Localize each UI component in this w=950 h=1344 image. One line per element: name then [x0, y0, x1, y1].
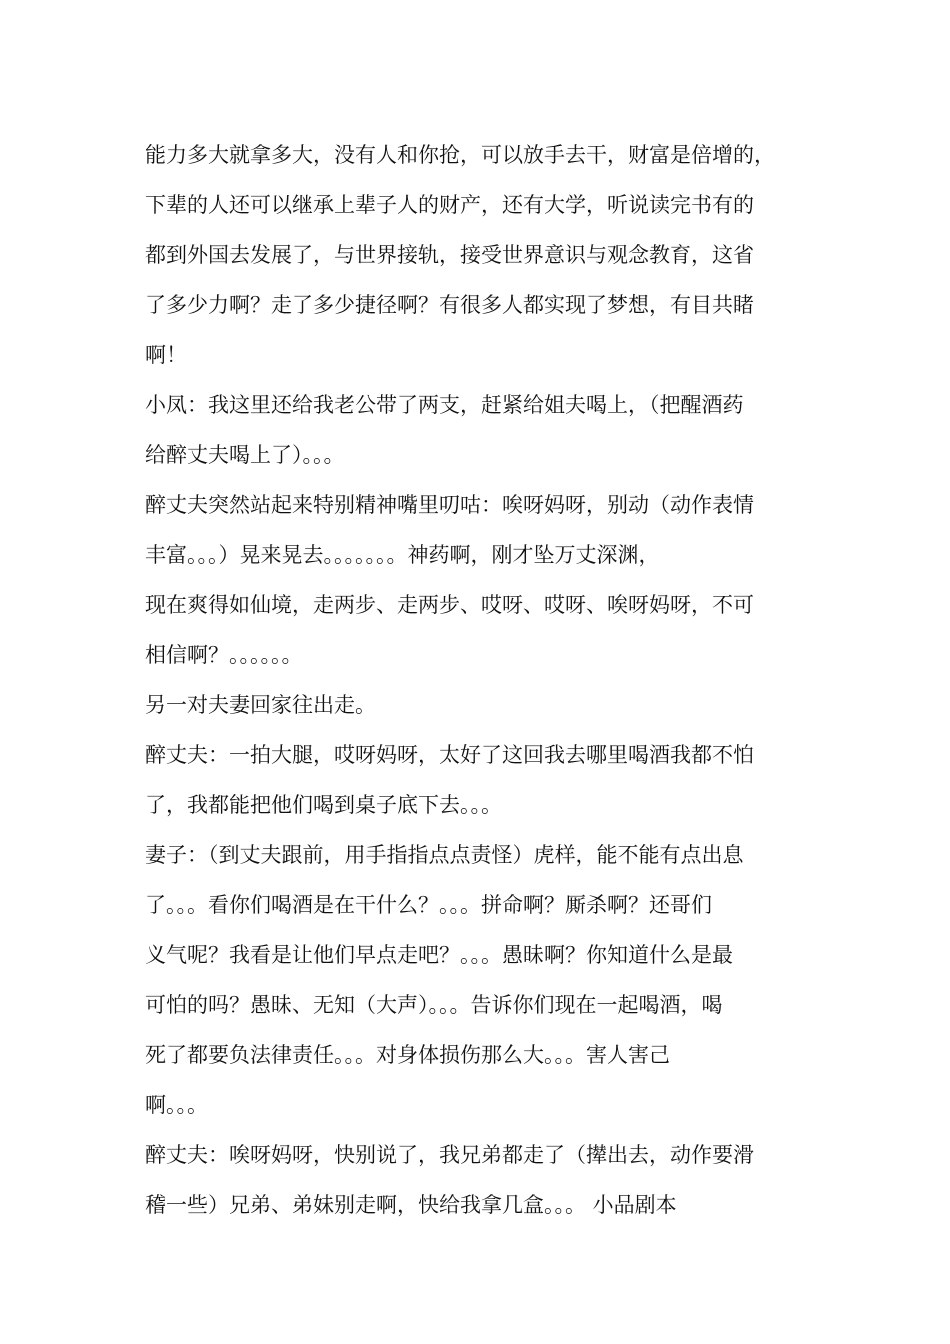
text-line: 稽一些）兄弟、弟妹别走啊，快给我拿几盒。。。 小品剧本	[145, 1193, 677, 1217]
text-line: 了多少力啊？走了多少捷径啊？有很多人都实现了梦想，有目共睹	[145, 293, 754, 317]
text-line: 了，我都能把他们喝到桌子底下去。。。	[145, 793, 502, 817]
text-line: 死了都要负法律责任。。。对身体损伤那么大。。。害人害己	[145, 1043, 670, 1067]
text-line: 醉丈夫：一拍大腿，哎呀妈呀，太好了这回我去哪里喝酒我都不怕	[145, 743, 754, 767]
text-line: 另一对夫妻回家往出走。	[145, 693, 376, 717]
text-line: 都到外国去发展了，与世界接轨，接受世界意识与观念教育，这省	[145, 243, 754, 267]
text-line: 醉丈夫：唉呀妈呀，快别说了，我兄弟都走了（撵出去，动作要滑	[145, 1143, 754, 1167]
text-line: 了。。。看你们喝酒是在干什么？。。。拼命啊？厮杀啊？还哥们	[145, 893, 712, 917]
text-line: 相信啊？。。。。。。	[145, 643, 303, 667]
text-line: 妻子：（到丈夫跟前，用手指指点点责怪）虎样，能不能有点出息	[145, 843, 744, 867]
text-line: 啊。。。	[145, 1093, 208, 1117]
text-line: 可怕的吗？愚昧、无知（大声）。。。告诉你们现在一起喝酒，喝	[145, 993, 723, 1017]
text-line: 醉丈夫突然站起来特别精神嘴里叨咕：唉呀妈呀，别动（动作表情	[145, 493, 754, 517]
text-line: 给醉丈夫喝上了）。。。	[145, 443, 345, 467]
text-line: 啊！	[145, 343, 187, 367]
text-line: 小凤：我这里还给我老公带了两支，赶紧给姐夫喝上，（把醒酒药	[145, 393, 744, 417]
text-line: 丰富。。。）晃来晃去。。。。。。。神药啊，刚才坠万丈深渊，	[145, 543, 660, 567]
body-text	[145, 130, 825, 1230]
text-line: 现在爽得如仙境，走两步、走两步、哎呀、哎呀、唉呀妈呀，不可	[145, 593, 754, 617]
text-line: 下辈的人还可以继承上辈子人的财产，还有大学，听说读完书有的	[145, 193, 754, 217]
text-line: 能力多大就拿多大，没有人和你抢，可以放手去干，财富是倍增的，	[145, 143, 775, 167]
text-line: 义气呢？我看是让他们早点走吧？。。。愚昧啊？你知道什么是最	[145, 943, 733, 967]
